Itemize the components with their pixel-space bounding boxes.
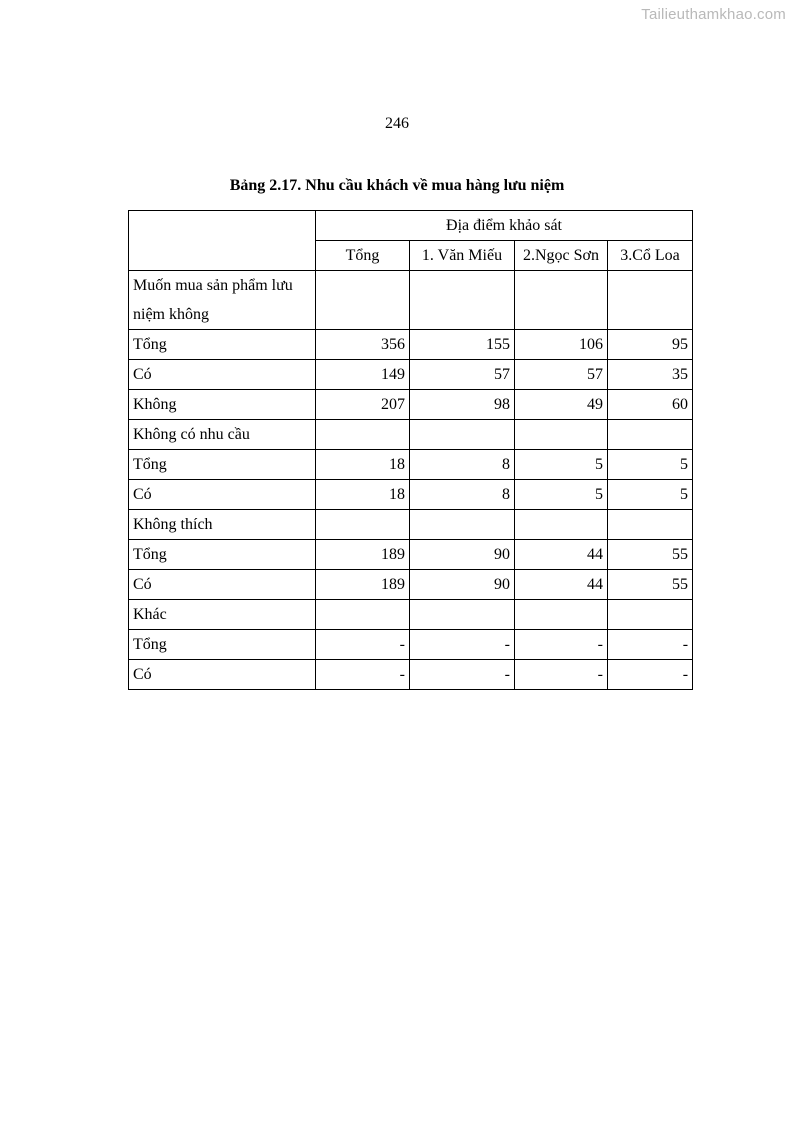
value-cell: 5	[515, 450, 608, 480]
empty-cell	[316, 600, 410, 630]
value-cell: 95	[608, 330, 693, 360]
value-cell: 55	[608, 570, 693, 600]
value-cell: 90	[410, 540, 515, 570]
value-cell: 98	[410, 390, 515, 420]
value-cell: 189	[316, 540, 410, 570]
empty-cell	[316, 510, 410, 540]
value-cell: 18	[316, 450, 410, 480]
value-cell: 55	[608, 540, 693, 570]
section-row	[129, 271, 693, 330]
row-label-cell: Tổng	[129, 450, 316, 480]
row-label-cell: Có	[129, 660, 316, 690]
section-row	[129, 420, 693, 450]
value-cell: 207	[316, 390, 410, 420]
empty-cell	[515, 420, 608, 450]
value-cell: 57	[515, 360, 608, 390]
empty-cell	[515, 271, 608, 330]
value-cell: 18	[316, 480, 410, 510]
section-title-cell: Không thích	[129, 510, 316, 540]
value-cell: -	[410, 660, 515, 690]
value-cell: 35	[608, 360, 693, 390]
value-cell: 5	[515, 480, 608, 510]
table-row	[129, 360, 693, 390]
value-cell: 189	[316, 570, 410, 600]
page-number: 246	[385, 115, 409, 132]
section-title-cell: Không có nhu cầu	[129, 420, 316, 450]
row-label-cell: Có	[129, 480, 316, 510]
value-cell: -	[316, 630, 410, 660]
empty-cell	[515, 510, 608, 540]
section-title-cell: Muốn mua sản phẩm lưu niệm không	[129, 271, 316, 330]
empty-cell	[608, 600, 693, 630]
value-cell: 8	[410, 450, 515, 480]
section-row	[129, 510, 693, 540]
empty-cell	[410, 420, 515, 450]
value-cell: 106	[515, 330, 608, 360]
value-cell: 44	[515, 570, 608, 600]
value-cell: 49	[515, 390, 608, 420]
row-label-cell: Có	[129, 360, 316, 390]
value-cell: 44	[515, 540, 608, 570]
section-row	[129, 600, 693, 630]
value-cell: 57	[410, 360, 515, 390]
value-cell: 8	[410, 480, 515, 510]
value-cell: -	[515, 660, 608, 690]
row-label-cell: Có	[129, 570, 316, 600]
group-header-cell: Địa điểm khảo sát	[316, 211, 693, 241]
empty-cell	[608, 271, 693, 330]
column-header: 3.Cổ Loa	[608, 241, 693, 271]
value-cell: 60	[608, 390, 693, 420]
section-title-cell: Khác	[129, 600, 316, 630]
header-row-group	[129, 211, 693, 241]
table-row	[129, 570, 693, 600]
row-label-cell: Tổng	[129, 330, 316, 360]
empty-cell	[608, 420, 693, 450]
value-cell: 356	[316, 330, 410, 360]
row-label-cell: Không	[129, 390, 316, 420]
table-row	[129, 330, 693, 360]
value-cell: -	[316, 660, 410, 690]
table-row	[129, 390, 693, 420]
value-cell: 90	[410, 570, 515, 600]
table-caption: Bảng 2.17. Nhu cầu khách về mua hàng lưu niệm	[229, 177, 565, 194]
row-label-cell: Tổng	[129, 540, 316, 570]
value-cell: 149	[316, 360, 410, 390]
table-row	[129, 480, 693, 510]
column-header: 2.Ngọc Sơn	[515, 241, 608, 271]
value-cell: -	[608, 660, 693, 690]
header-corner-cell	[129, 211, 316, 271]
empty-cell	[410, 510, 515, 540]
value-cell: -	[608, 630, 693, 660]
table-row	[129, 540, 693, 570]
empty-cell	[410, 600, 515, 630]
empty-cell	[515, 600, 608, 630]
table-row	[129, 660, 693, 690]
value-cell: -	[410, 630, 515, 660]
empty-cell	[316, 271, 410, 330]
empty-cell	[410, 271, 515, 330]
table-row	[129, 450, 693, 480]
value-cell: 155	[410, 330, 515, 360]
value-cell: -	[515, 630, 608, 660]
value-cell: 5	[608, 480, 693, 510]
column-header: 1. Văn Miếu	[410, 241, 515, 271]
column-header: Tổng	[316, 241, 410, 271]
survey-table-body	[129, 211, 693, 690]
survey-table	[128, 210, 693, 690]
empty-cell	[608, 510, 693, 540]
table-row	[129, 630, 693, 660]
empty-cell	[316, 420, 410, 450]
watermark: Tailieuthamkhao.com	[641, 6, 786, 23]
value-cell: 5	[608, 450, 693, 480]
row-label-cell: Tổng	[129, 630, 316, 660]
